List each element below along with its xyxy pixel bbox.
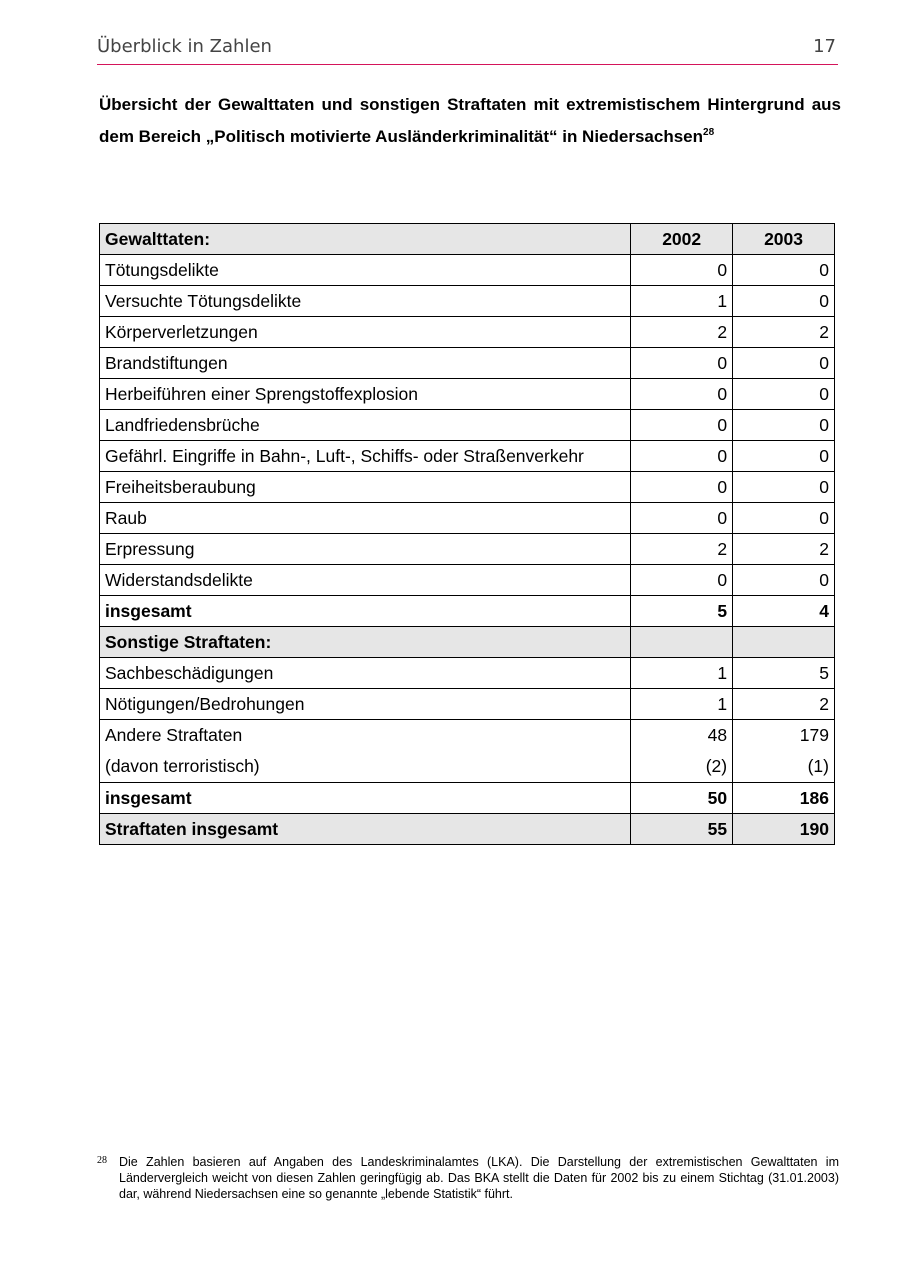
row-label: Versuchte Tötungsdelikte [100, 286, 631, 317]
value-2002: 1 [631, 658, 733, 689]
value-2003 [733, 720, 835, 783]
table-row [100, 658, 835, 689]
row-label: Straftaten insgesamt [100, 814, 631, 845]
row-label: Landfriedensbrüche [100, 410, 631, 441]
value-2003: 2 [733, 317, 835, 348]
grand-total-row [100, 814, 835, 845]
footnote-reference: 28 [703, 127, 715, 138]
value-2002: 5 [631, 596, 733, 627]
other-offences-header-row [100, 627, 835, 658]
value-2002: 2 [631, 534, 733, 565]
value-2003: 0 [733, 379, 835, 410]
table-row [100, 410, 835, 441]
value-2002: 0 [631, 441, 733, 472]
row-label [100, 720, 631, 783]
value-2002: 0 [631, 565, 733, 596]
table-row [100, 348, 835, 379]
row-label: Widerstandsdelikte [100, 565, 631, 596]
header-year-2003: 2003 [733, 224, 835, 255]
table-row [100, 379, 835, 410]
table-row [100, 565, 835, 596]
row-label: Brandstiftungen [100, 348, 631, 379]
cell-subline: (davon terroristisch) [105, 756, 260, 776]
table-header-row [100, 224, 835, 255]
row-label: Sachbeschädigungen [100, 658, 631, 689]
row-label: Nötigungen/Bedrohungen [100, 689, 631, 720]
table-row [100, 441, 835, 472]
cell-subline: (2) [705, 756, 728, 776]
cell-line: 179 [799, 725, 829, 745]
subtotal-row-violent [100, 596, 835, 627]
value-2002: 0 [631, 379, 733, 410]
row-label: Raub [100, 503, 631, 534]
empty-cell [733, 627, 835, 658]
document-title [99, 89, 841, 153]
subtotal-row-other [100, 783, 835, 814]
page-header [97, 36, 838, 65]
title-text: Übersicht der Gewalttaten und sonstigen Straftaten mit extremistischem Hintergrund aus dem Bereich „Politisch motivierte Ausländerkriminalität“ in Niedersachsen [99, 95, 841, 146]
value-2002: 1 [631, 689, 733, 720]
row-label: Tötungsdelikte [100, 255, 631, 286]
table-row-other-crimes [100, 720, 835, 783]
row-label: Gefährl. Eingriffe in Bahn-, Luft-, Schiffs- oder Straßenverkehr [100, 441, 631, 472]
other-offences-label: Sonstige Straftaten: [100, 627, 631, 658]
header-year-2002: 2002 [631, 224, 733, 255]
value-2002: 50 [631, 783, 733, 814]
value-2002: 0 [631, 255, 733, 286]
row-label: insgesamt [100, 596, 631, 627]
statistics-table [99, 223, 835, 845]
cell-subline: (1) [807, 756, 829, 776]
value-2002: 0 [631, 410, 733, 441]
row-label: Körperverletzungen [100, 317, 631, 348]
table-row [100, 534, 835, 565]
value-2002: 1 [631, 286, 733, 317]
value-2003: 0 [733, 441, 835, 472]
value-2003: 4 [733, 596, 835, 627]
value-2003: 0 [733, 503, 835, 534]
value-2003: 0 [733, 565, 835, 596]
value-2003: 0 [733, 286, 835, 317]
value-2003: 5 [733, 658, 835, 689]
page-number: 17 [813, 36, 836, 57]
value-2003: 0 [733, 348, 835, 379]
value-2002: 2 [631, 317, 733, 348]
value-2003: 2 [733, 689, 835, 720]
table-row [100, 503, 835, 534]
row-label: Freiheitsberaubung [100, 472, 631, 503]
footnote [97, 1154, 839, 1202]
section-title: Überblick in Zahlen [97, 36, 272, 57]
value-2003: 186 [733, 783, 835, 814]
value-2003: 0 [733, 472, 835, 503]
value-2003: 2 [733, 534, 835, 565]
value-2003: 190 [733, 814, 835, 845]
row-label: Herbeiführen einer Sprengstoffexplosion [100, 379, 631, 410]
row-label: Erpressung [100, 534, 631, 565]
table-row [100, 472, 835, 503]
value-2002: 0 [631, 472, 733, 503]
table-row [100, 317, 835, 348]
empty-cell [631, 627, 733, 658]
table-row [100, 689, 835, 720]
value-2003: 0 [733, 410, 835, 441]
footnote-mark: 28 [97, 1155, 107, 1166]
value-2002: 55 [631, 814, 733, 845]
cell-line: Andere Straftaten [105, 725, 243, 745]
cell-line: 48 [707, 725, 728, 745]
value-2003: 0 [733, 255, 835, 286]
value-2002 [631, 720, 733, 783]
table-row [100, 286, 835, 317]
footnote-text: Die Zahlen basieren auf Angaben des Landeskriminalamtes (LKA). Die Darstellung der extremistischen Gewalttaten im Ländervergleich weicht von diesen Zahlen geringfügig ab. Das BKA stellt die Daten für 2002 bis zu einem Stichtag (31.01.2003) dar, während Niedersachsen eine so genannte „lebende Statistik“ führt. [119, 1155, 839, 1201]
row-label: insgesamt [100, 783, 631, 814]
value-2002: 0 [631, 503, 733, 534]
value-2002: 0 [631, 348, 733, 379]
table-row [100, 255, 835, 286]
header-label: Gewalttaten: [100, 224, 631, 255]
